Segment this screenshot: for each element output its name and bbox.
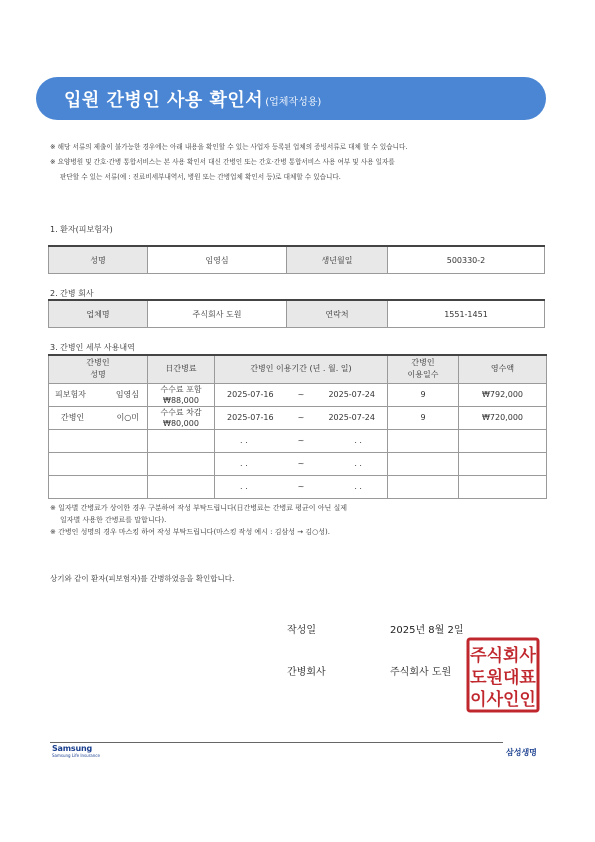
section1-heading: 1. 환자(피보험자) xyxy=(50,225,113,234)
company-seal-stamp xyxy=(466,637,540,713)
row-days: 9 xyxy=(388,383,459,406)
row-name: 임영심 xyxy=(115,390,139,399)
company-table xyxy=(48,299,545,328)
row-end: 2025-07-24 xyxy=(328,390,375,399)
row-days: 9 xyxy=(388,406,459,429)
footnote-line: ※ 간병인 성명의 경우 마스킹 하여 작성 부탁드립니다(마스킹 작성 예시 : 김삼성 → 김○성). xyxy=(50,528,330,536)
samsung-logo xyxy=(52,744,100,758)
empty-start: . . xyxy=(240,482,248,491)
header-days xyxy=(388,355,459,383)
footnotes xyxy=(50,502,347,538)
header-role-line2: 성명 xyxy=(90,370,106,380)
header-role xyxy=(49,355,148,383)
logo-subtext: Samsung Life Insurance xyxy=(52,753,100,758)
stamp-line-1: 주식회사 xyxy=(470,646,536,666)
footer-divider xyxy=(50,742,503,743)
row-fee-note: 수수료 포함 xyxy=(160,384,202,394)
empty-start: . . xyxy=(240,459,248,468)
patient-table xyxy=(48,245,545,274)
company-sign-label: 간병회사 xyxy=(287,667,326,678)
company-sign-value: 주식회사 도원 xyxy=(390,667,452,678)
note-line: ※ 요양병원 및 간호·간병 통합서비스는 본 사용 확인서 대신 간병인 또는 간호·간병 통합서비스 사용 여부 및 사용 일자를 xyxy=(50,158,395,166)
row-amount: ₩792,000 xyxy=(459,383,547,406)
empty-row xyxy=(49,429,547,452)
confirmation-text: 상기와 같이 환자(피보험자)를 간병하였음을 확인합니다. xyxy=(50,574,235,583)
row-tilde: ~ xyxy=(297,413,305,422)
caregiver-usage-table xyxy=(48,354,547,499)
header-role-line1: 간병인 xyxy=(86,358,110,368)
header-period: 간병인 이용기간 (년 . 월. 일) xyxy=(215,355,388,383)
row-fee xyxy=(148,383,215,406)
row-start: 2025-07-16 xyxy=(227,390,274,399)
header-receipt: 영수액 xyxy=(459,355,547,383)
patient-name: 임영심 xyxy=(148,246,287,274)
header-daily-fee: 日간병료 xyxy=(148,355,215,383)
date-value: 2025년 8월 2일 xyxy=(390,625,464,636)
row-start: 2025-07-16 xyxy=(227,413,274,422)
header-days-line2: 이용일수 xyxy=(407,370,439,380)
date-label: 작성일 xyxy=(287,625,316,636)
notice-notes xyxy=(50,140,407,185)
birth-label: 생년월일 xyxy=(287,246,388,274)
name-label: 성명 xyxy=(49,246,148,274)
note-line: 판단할 수 있는 서류(예 : 진료비세부내역서, 병원 또는 간병업체 확인서 등)로 대체할 수 있습니다. xyxy=(60,173,341,181)
table-row xyxy=(49,406,547,429)
empty-tilde: ~ xyxy=(297,482,305,491)
empty-tilde: ~ xyxy=(297,459,305,468)
empty-row xyxy=(49,475,547,498)
brand-name: 삼성생명 xyxy=(506,748,537,757)
row-name: 이○미 xyxy=(116,413,139,422)
row-amount: ₩720,000 xyxy=(459,406,547,429)
row-fee-note: 수수료 차감 xyxy=(160,407,202,417)
patient-birth: 500330-2 xyxy=(388,246,545,274)
logo-text: Samsung xyxy=(52,744,92,753)
company-name: 주식회사 도원 xyxy=(148,300,287,328)
stamp-line-3: 이사인인 xyxy=(470,690,536,710)
stamp-line-2: 도원대표 xyxy=(470,668,536,688)
document-subtitle: (업체작성용) xyxy=(265,97,322,108)
empty-end: . . xyxy=(354,459,362,468)
document-title: 입원 간병인 사용 확인서 xyxy=(64,89,264,111)
row-fee xyxy=(148,406,215,429)
table-row xyxy=(49,383,547,406)
note-line: ※ 해당 서류의 제출이 불가능한 경우에는 아래 내용을 확인할 수 있는 사업자 등록된 업체의 증빙서류로 대체 할 수 있습니다. xyxy=(50,143,408,151)
company-contact: 1551-1451 xyxy=(388,300,545,328)
row-end: 2025-07-24 xyxy=(328,413,375,422)
header-days-line1: 간병인 xyxy=(411,358,435,368)
empty-start: . . xyxy=(240,436,248,445)
footnote-line: 일자별 사용한 간병료를 말합니다). xyxy=(60,516,167,524)
row-fee-amount: ₩80,000 xyxy=(163,418,199,428)
row-role: 간병인 xyxy=(61,413,85,422)
contact-label: 연락처 xyxy=(287,300,388,328)
empty-end: . . xyxy=(354,436,362,445)
company-label: 업체명 xyxy=(49,300,148,328)
row-fee-amount: ₩88,000 xyxy=(163,395,199,405)
section2-heading: 2. 간병 회사 xyxy=(50,289,94,298)
footnote-line: ※ 일자별 간병료가 상이한 경우 구분하여 작성 부탁드립니다(日간병료는 간병료 평균이 아닌 실제 xyxy=(50,504,348,512)
section3-heading: 3. 간병인 세부 사용내역 xyxy=(50,343,135,352)
row-tilde: ~ xyxy=(297,390,305,399)
empty-end: . . xyxy=(354,482,362,491)
empty-row xyxy=(49,452,547,475)
row-role: 피보험자 xyxy=(55,390,86,399)
empty-tilde: ~ xyxy=(297,436,305,445)
title-bar xyxy=(36,77,546,120)
